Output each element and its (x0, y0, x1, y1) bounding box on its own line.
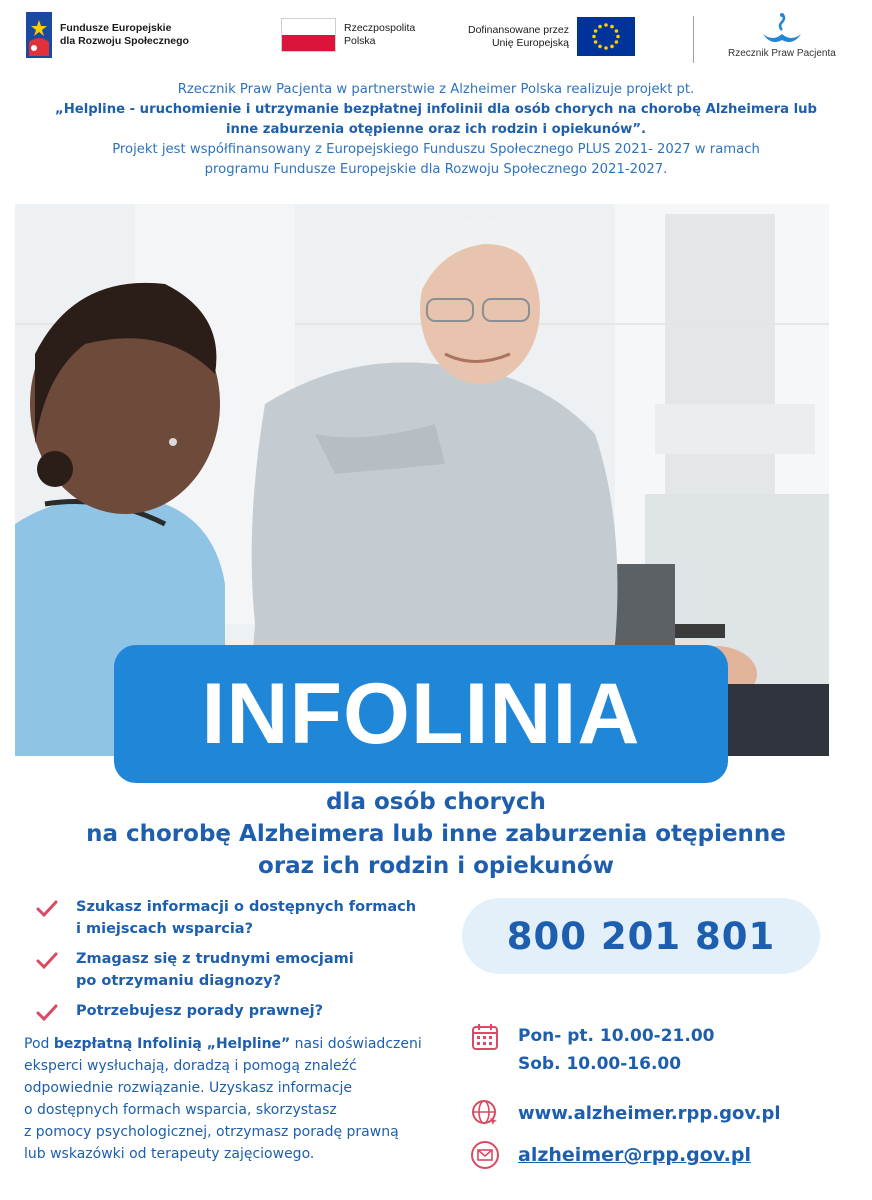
hours-row (470, 1022, 860, 1090)
rzeczpospolita-logo (281, 18, 415, 52)
rp-line-2: Polska (344, 35, 376, 47)
fundusze-europejskie-logo (26, 12, 189, 58)
description-line-2: eksperci wysłuchają, doradzą i pomogą znaleźć (24, 1058, 357, 1074)
checkmark-icon (36, 900, 58, 918)
question-item (36, 948, 456, 992)
checkmark-icon (36, 1004, 58, 1022)
description-line-3: odpowiednie rozwiązanie. Uzyskasz informacje (24, 1080, 352, 1096)
description-bold: bezpłatną Infolinią „Helpline” (53, 1036, 291, 1052)
description-prefix: Pod (24, 1036, 54, 1052)
question-1-line-1: Szukasz informacji o dostępnych formach (76, 899, 417, 915)
intro-line-1: Rzecznik Praw Pacjenta w partnerstwie z Alzheimer Polska realizuje projekt pt. (177, 82, 695, 97)
question-item (36, 1000, 456, 1022)
email-link[interactable]: alzheimer@rpp.gov.pl (518, 1144, 751, 1166)
intro-line-3: Projekt jest współfinansowany z Europejskiego Funduszu Społecznego PLUS 2021- 2027 w ramach (112, 142, 760, 157)
project-intro (20, 80, 852, 180)
intro-line-4: programu Fundusze Europejskie dla Rozwoju Społecznego 2021-2027. (204, 162, 668, 177)
hours-weekday: Pon- pt. 10.00-21.00 (518, 1026, 715, 1046)
eu-flag-icon (577, 17, 635, 56)
checkmark-icon (36, 952, 58, 970)
globe-icon (470, 1098, 500, 1128)
phone-pill[interactable] (462, 898, 820, 974)
subtitle-line-2: na chorobę Alzheimera lub inne zaburzenia otępienne (86, 821, 786, 847)
eu-line-2: Unię Europejską (491, 36, 569, 49)
question-2-line-2: po otrzymaniu diagnozy? (76, 973, 281, 989)
website-row[interactable] (470, 1092, 860, 1134)
logo-bar (0, 0, 872, 75)
infolinia-banner (114, 645, 728, 783)
poland-flag-icon (281, 18, 336, 52)
audience-subtitle (20, 786, 852, 882)
rp-line-1: Rzeczpospolita (344, 22, 416, 34)
envelope-icon (470, 1140, 500, 1170)
website-link[interactable]: www.alzheimer.rpp.gov.pl (518, 1102, 781, 1124)
calendar-icon (470, 1022, 500, 1052)
description-line-4: o dostępnych formach wsparcia, skorzystasz (24, 1102, 337, 1118)
description-rest: nasi doświadczeni (290, 1036, 422, 1052)
question-3-line-1: Potrzebujesz porady prawnej? (76, 1003, 323, 1019)
banner-title: INFOLINIA (201, 665, 641, 762)
fe-line-2: dla Rozwoju Społecznego (60, 35, 189, 47)
rpp-label: Rzecznik Praw Pacjenta (728, 48, 836, 59)
rzecznik-praw-pacjenta-logo (728, 12, 836, 59)
description-line-6: lub wskazówki od terapeuty zajęciowego. (24, 1146, 315, 1162)
description-line-1 (24, 1033, 450, 1055)
fe-star-icon (26, 12, 52, 58)
project-title-line-1: „Helpline - uruchomienie i utrzymanie bezpłatnej infolinii dla osób chorych na chorobę Alzheimera lub (55, 102, 817, 117)
subtitle-line-3: oraz ich rodzin i opiekunów (258, 853, 614, 879)
description-line-5: z pomocy psychologicznej, otrzymasz poradę prawną (24, 1124, 399, 1140)
question-2-line-1: Zmagasz się z trudnymi emocjami (76, 951, 354, 967)
email-row[interactable] (470, 1134, 860, 1176)
questions-list (36, 896, 456, 1030)
fe-line-1: Fundusze Europejskie (60, 22, 172, 34)
subtitle-line-1: dla osób chorych (326, 789, 546, 815)
question-1-line-2: i miejscach wsparcia? (76, 921, 253, 937)
project-title-line-2: inne zaburzenia otępienne oraz ich rodzin i opiekunów”. (225, 122, 647, 137)
eu-line-1: Dofinansowane przez (468, 23, 569, 36)
hours-saturday: Sob. 10.00-16.00 (518, 1054, 682, 1074)
eu-cofunding-logo (468, 17, 635, 56)
rpp-emblem-icon (759, 12, 805, 46)
phone-number[interactable]: 800 201 801 (506, 914, 776, 958)
helpline-description (24, 1033, 450, 1165)
question-item (36, 896, 456, 940)
logo-divider (693, 16, 694, 63)
contact-info (470, 1022, 860, 1176)
